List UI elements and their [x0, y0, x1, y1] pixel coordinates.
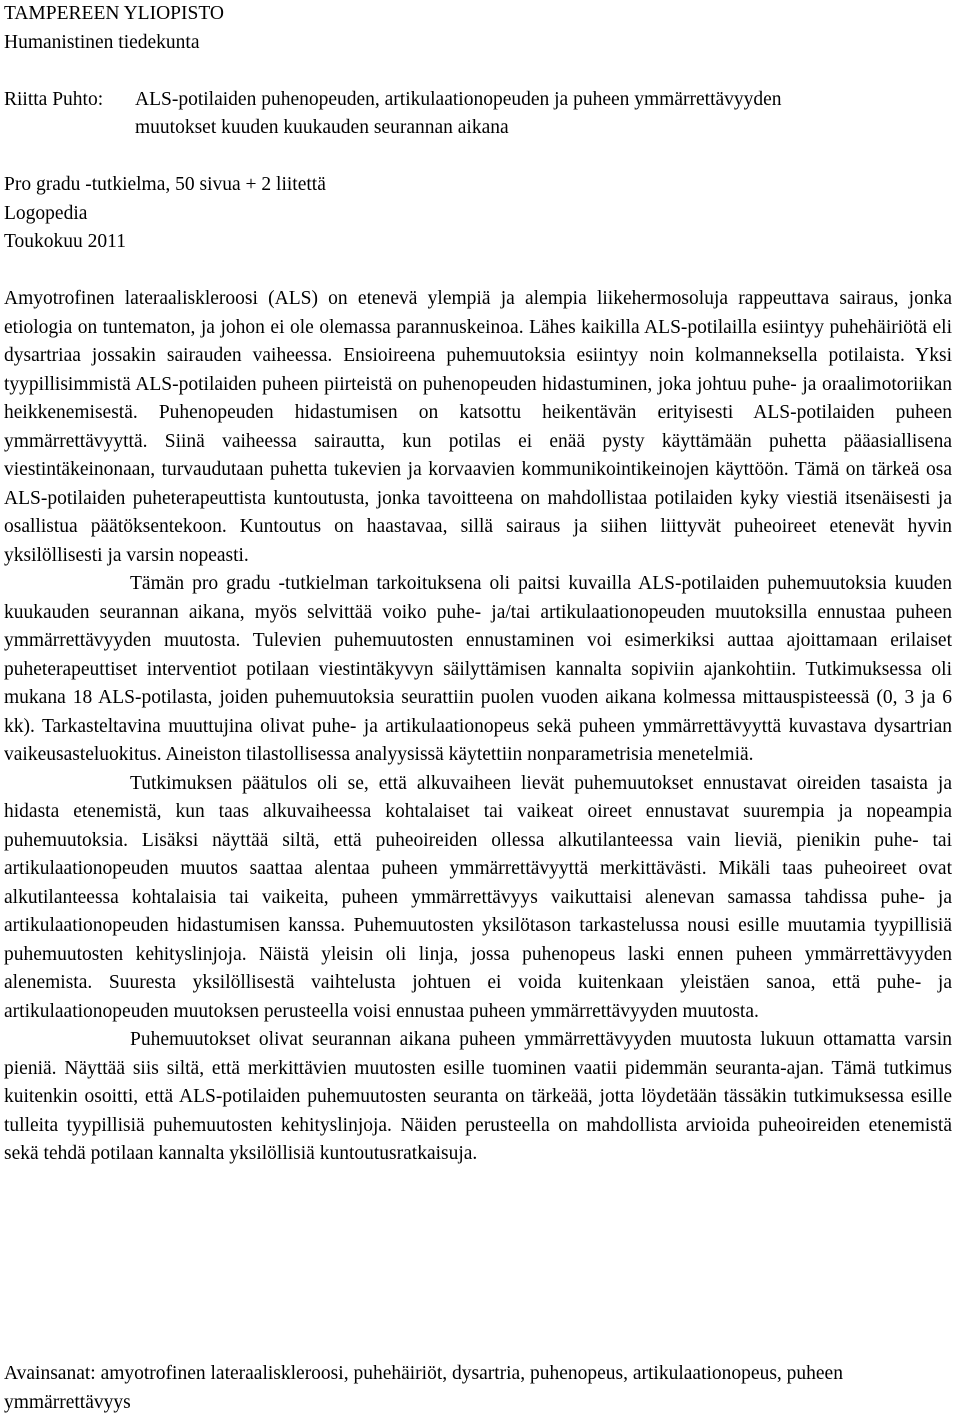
thesis-subject: Logopedia: [4, 202, 88, 224]
abstract-paragraph-3: Tutkimuksen päätulos oli se, että alkuvaiheen lievät puhemuutokset ennustavat oireiden tasaista ja hidasta etenemistä, kun taas alkuvaiheessa kohtalaiset tai vaikeat oireet ennustavat suurempia ja nopeampia puhemuutoksia. Lisäksi näyttää siltä, että puheoireiden ollessa alkutilanteessa vain lieviä, pienikin puhe- tai artikulaationopeuden muutos saattaa alentaa puheen ymmärrettävyyttä merkittävästi. Mikäli taas puheoireet ovat alkutilanteessa kohtalaisia tai vaikeita, puheen ymmärrettävyys vaikuttaisi alenevan samassa tahdissa puhe- ja artikulaationopeuden hidastumisen kanssa. Puhemuutosten yksilötason tarkastelussa nousi esille muutamia tyypillisiä puhemuutosten kehityslinjoja. Näistä yleisin oli linja, jossa puhenopeus laski ennen puheen ymmärrettävyyden alenemista. Suuresta yksilöllisestä vaihtelusta johtuen ei voida kuitenkaan yleistäen sanoa, että puhe- ja artikulaationopeuden muutoksen perusteella voisi ennustaa puheen ymmärrettävyyden muutosta.: [4, 772, 952, 1022]
faculty-name: Humanistinen tiedekunta: [4, 31, 200, 53]
university-name: TAMPEREEN YLIOPISTO: [4, 3, 224, 24]
header-block: [4, 0, 952, 57]
author-title-row: [4, 86, 952, 143]
thesis-title-line-1: ALS-potilaiden puhenopeuden, artikulaationopeuden ja puheen ymmärrettävyyden: [135, 88, 782, 110]
thesis-title: [135, 86, 952, 143]
author-name: Riitta Puhto:: [4, 88, 104, 110]
document-page: [4, 0, 952, 1169]
keywords: Avainsanat: amyotrofinen lateraaliskleroosi, puhehäiriöt, dysartria, puhenopeus, artikulaationopeus, puheen ymmärrettävyys: [4, 1363, 843, 1413]
abstract-paragraph-1: Amyotrofinen lateraaliskleroosi (ALS) on etenevä ylempiä ja alempia liikehermosoluja rappeuttava sairaus, jonka etiologia on tuntematon, ja johon ei ole olemassa parannuskeinoa. Lähes kaikilla ALS-potilailla esiintyy puhehäiriötä eli dysartriaa jossakin sairauden vaiheessa. Ensioireena puhemuutoksia esiintyy noin kolmanneksella potilaista. Yksi tyypillisimmistä ALS-potilaiden puheen piirteistä on puhenopeuden hidastuminen, joka johtuu puhe- ja oraalimotoriikan heikkenemisestä. Puhenopeuden hidastumisen on katsottu heikentävän erityisesti ALS-potilaiden puheen ymmärrettävyyttä. Siinä vaiheessa sairautta, kun potilas ei enää pysty käyttämään puhetta pääasiallisena viestintäkeinonaan, turvaudutaan puhetta tukevien ja korvaavien kommunikointikeinojen käyttöön. Tämä on tärkeä osa ALS-potilaiden puheterapeuttista kuntoutusta, jonka tavoitteena on mahdollistaa potilaiden kyky viestiä itsenäisesti ja osallistua päätöksentekoon. Kuntoutus on haastavaa, sillä sairaus ja siihen liittyvät puheoireet etenevät hyvin yksilöllisesti ja varsin nopeasti.: [4, 288, 952, 566]
thesis-title-line-2: muutokset kuuden kuukauden seurannan aikana: [135, 117, 509, 138]
thesis-type: Pro gradu -tutkielma, 50 sivua + 2 liitettä: [4, 174, 326, 195]
abstract-paragraph-4: Puhemuutokset olivat seurannan aikana puheen ymmärrettävyyden muutosta lukuun ottamatta varsin pieniä. Näyttää siis siltä, että merkittävien muutosten esille tuominen vaatii pidemmän seuranta-ajan. Tämä tutkimus kuitenkin osoitti, että ALS-potilaiden puhemuutosten seuranta on tärkeää, jotta löydetään tässäkin tutkimuksessa esille tulleita tyypillisiä puhemuutosten kehityslinjoja. Näiden perusteella on mahdollista arvioida puheoireiden etenemistä sekä tehdä potilaan kannalta yksilöllisiä kuntoutusratkaisuja.: [4, 1029, 952, 1164]
abstract-paragraph-2: Tämän pro gradu -tutkielman tarkoituksena oli paitsi kuvailla ALS-potilaiden puhemuutoksia kuuden kuukauden seurannan aikana, myös selvittää voiko puhe- ja/tai artikulaationopeuden muutoksilla ennustaa puheen ymmärrettävyyden muutosta. Tulevien puhemuutosten ennustaminen voi esimerkiksi auttaa ajoittamaan erilaiset puheterapeuttiset interventiot potilaan viestintäkyvyn säilyttämisen kannalta sopiviin ajankohtiin. Tutkimuksessa oli mukana 18 ALS-potilasta, joiden puhemuutoksia seurattiin puolen vuoden aikana kolmessa mittauspisteessä (0, 3 ja 6 kk). Tarkasteltavina muuttujina olivat puhe- ja artikulaationopeus sekä puheen ymmärrettävyyttä kuvastava dysartrian vaikeusasteluokitus. Aineiston tilastollisessa analyysissä käytettiin nonparametrisia menetelmiä.: [4, 573, 952, 765]
thesis-date: Toukokuu 2011: [4, 231, 126, 252]
abstract-body: [4, 285, 952, 1169]
